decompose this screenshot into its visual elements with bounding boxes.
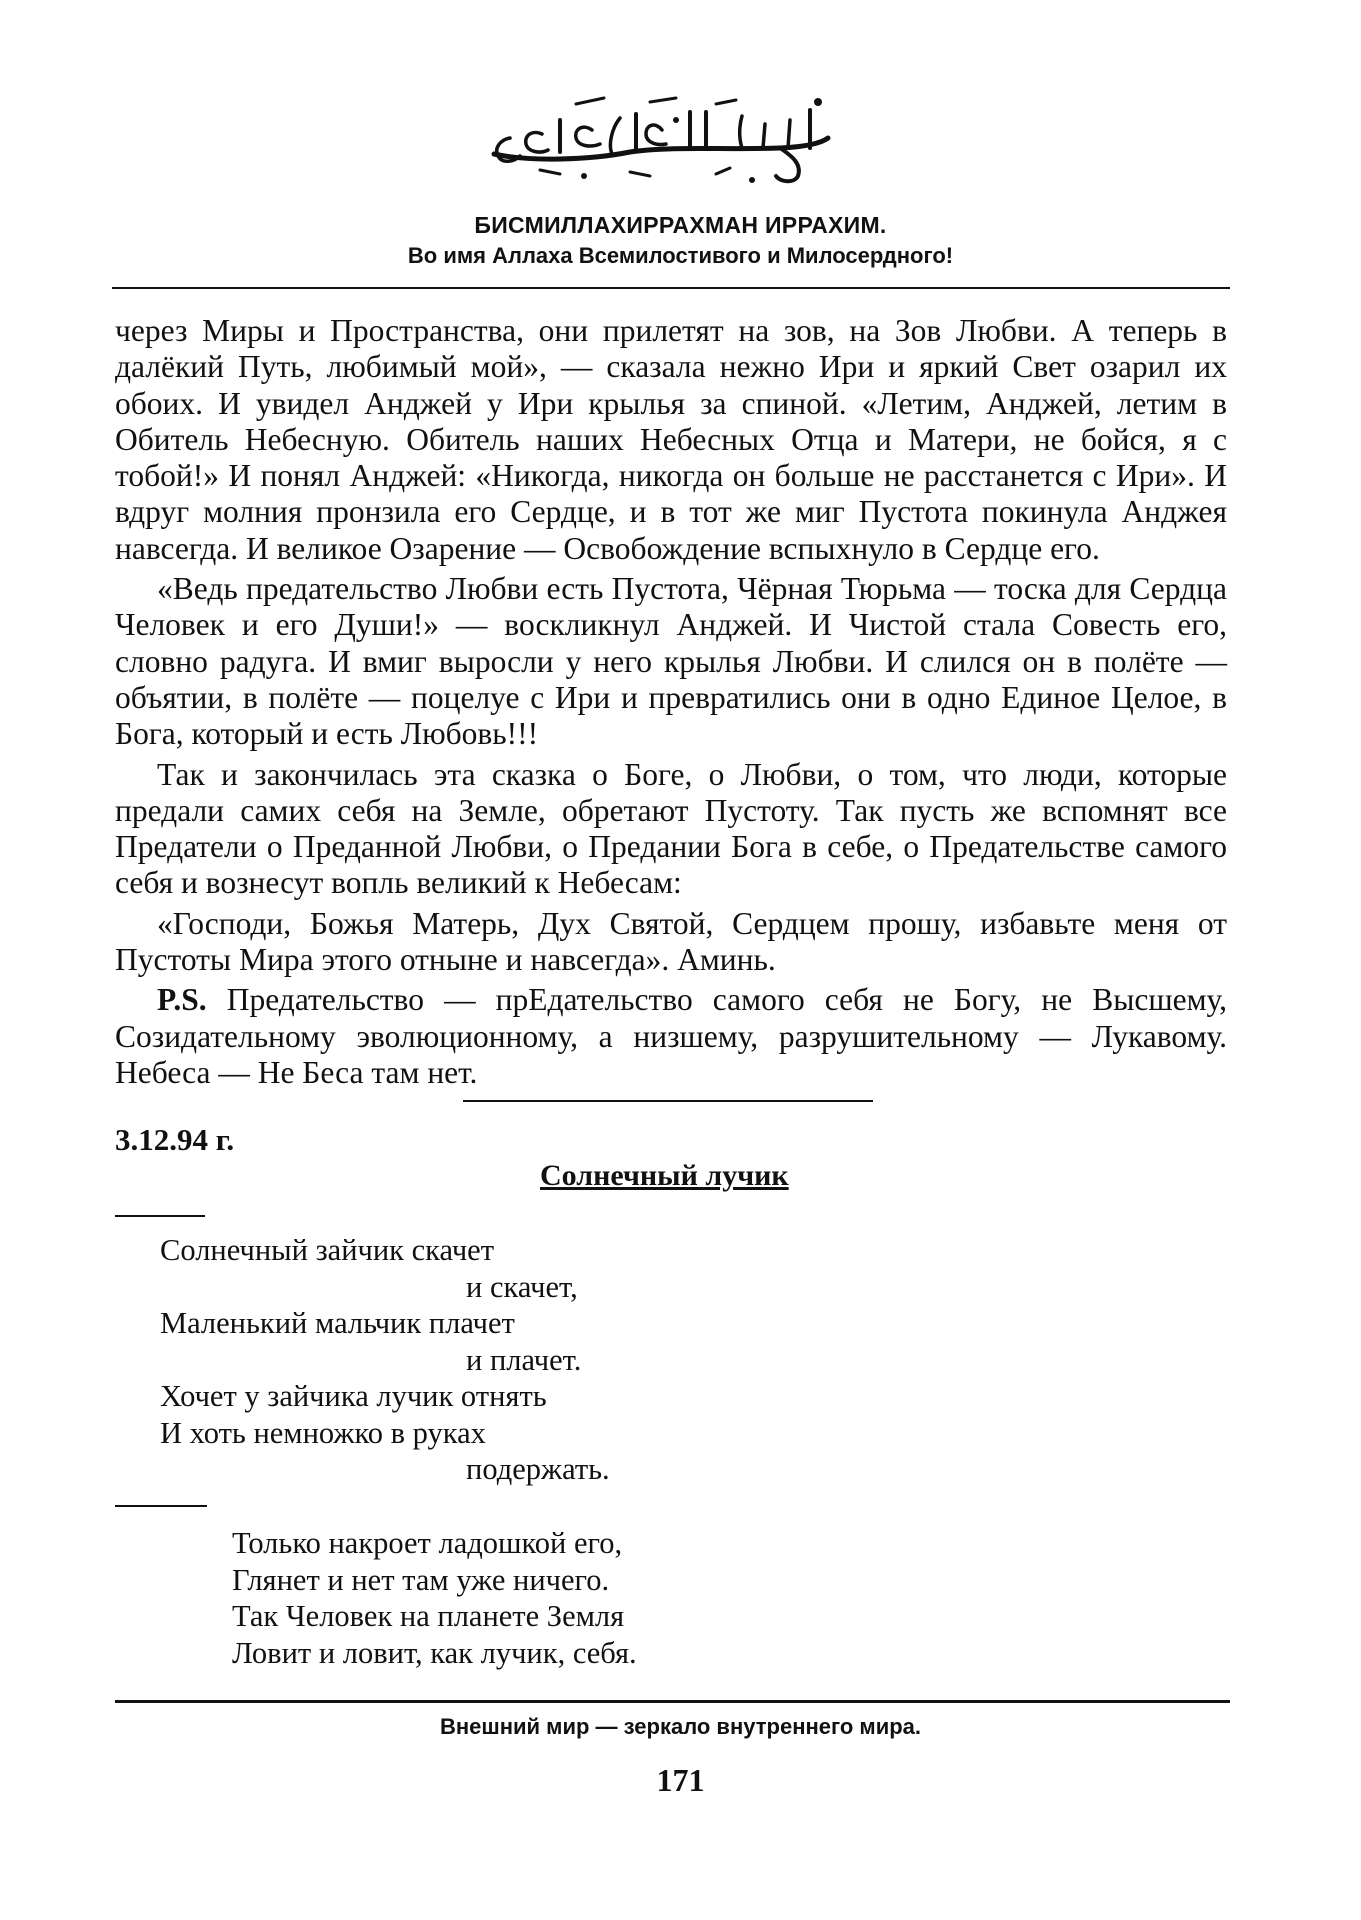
poem-line: Ловит и ловит, как лучик, себя.: [232, 1635, 637, 1670]
paragraph: через Миры и Пространства, они прилетят на зов, на Зов Любви. А теперь в далёкий Путь, любимый мой», — сказала нежно Ири и яркий Свет озарил их обоих. И увидел Анджей у Ири крылья за спиной. «Летим, Анджей, летим в Обитель Небесную. Обитель наших Небесных Отца и Матери, не бойся, я с тобой!» И понял Анджей: «Никогда, никогда он больше не расстанется с Ири». И вдруг молния пронзила его Сердце, и в тот же миг Пустота покинула Анджея навсегда. И великое Озарение — Освобождение вспыхнуло в Сердце его.: [115, 313, 1227, 566]
footer-divider: [115, 1700, 1230, 1703]
ps-text: Предательство — прЕдательство самого себя не Богу, не Высшему, Созидательному эволюционному, а низшему, разрушительному — Лукавому. Небеса — Не Беса там нет.: [115, 982, 1227, 1090]
section-divider: [463, 1100, 873, 1102]
poem-line: Так Человек на планете Земля: [232, 1599, 625, 1633]
poem-line: Только накроет ладошкой его,: [232, 1526, 623, 1560]
main-text: [115, 313, 1227, 1095]
header-divider: [112, 287, 1230, 289]
postscript: [115, 982, 1227, 1091]
poem-line: Хочет у зайчика лучик отнять: [160, 1379, 547, 1413]
footer-quote: Внешний мир — зеркало внутреннего мира.: [439, 1714, 922, 1739]
poem-stanza-2: [232, 1525, 637, 1671]
paragraph: «Господи, Божья Матерь, Дух Святой, Сердцем прошу, избавьте меня от Пустоты Мира этого отныне и навсегда». Аминь.: [115, 905, 1227, 978]
page-number: 171: [656, 1762, 705, 1798]
poem-line: подержать.: [466, 1452, 610, 1486]
header-subtitle: Во имя Аллаха Всемилостивого и Милосердного!: [407, 243, 954, 268]
stanza-marker: [115, 1505, 207, 1507]
poem-line: и скачет,: [466, 1269, 578, 1304]
poem-title: Солнечный лучик: [540, 1159, 789, 1192]
poem-line: и плачет.: [466, 1342, 582, 1377]
header-title: БИСМИЛЛАХИРРАХМАН ИРРАХИМ.: [474, 212, 887, 238]
paragraph: Так и закончилась эта сказка о Боге, о Любви, о том, что люди, которые предали самих себя на Земле, обретают Пустоту. Так пусть же вспомнят все Предатели о Преданной Любви, о Предании Бога в себе, о Предательстве самого себя и вознесут вопль великий к Небесам:: [115, 756, 1227, 901]
ps-label: P.S.: [157, 982, 207, 1018]
paragraph: «Ведь предательство Любви есть Пустота, Чёрная Тюрьма — тоска для Сердца Человек и его Души!» — воскликнул Анджей. И Чистой стала Совесть его, словно радуга. И вмиг выросли у него крылья Любви. И слился он в полёте — объятии, в полёте — поцелуе с Ири и превратились они в одно Единое Целое, в Бога, который и есть Любовь!!!: [115, 571, 1227, 752]
stanza-marker: [115, 1215, 205, 1217]
poem-line: Маленький мальчик плачет: [160, 1306, 515, 1340]
poem-line: Глянет и нет там уже ничего.: [232, 1562, 610, 1597]
poem-line: И хоть немножко в руках: [160, 1415, 486, 1450]
poem-date: 3.12.94 г.: [115, 1122, 235, 1157]
bismillah-calligraphy: [480, 90, 840, 200]
poem-stanza-1: [160, 1232, 610, 1488]
poem-line: Солнечный зайчик скачет: [160, 1233, 495, 1267]
